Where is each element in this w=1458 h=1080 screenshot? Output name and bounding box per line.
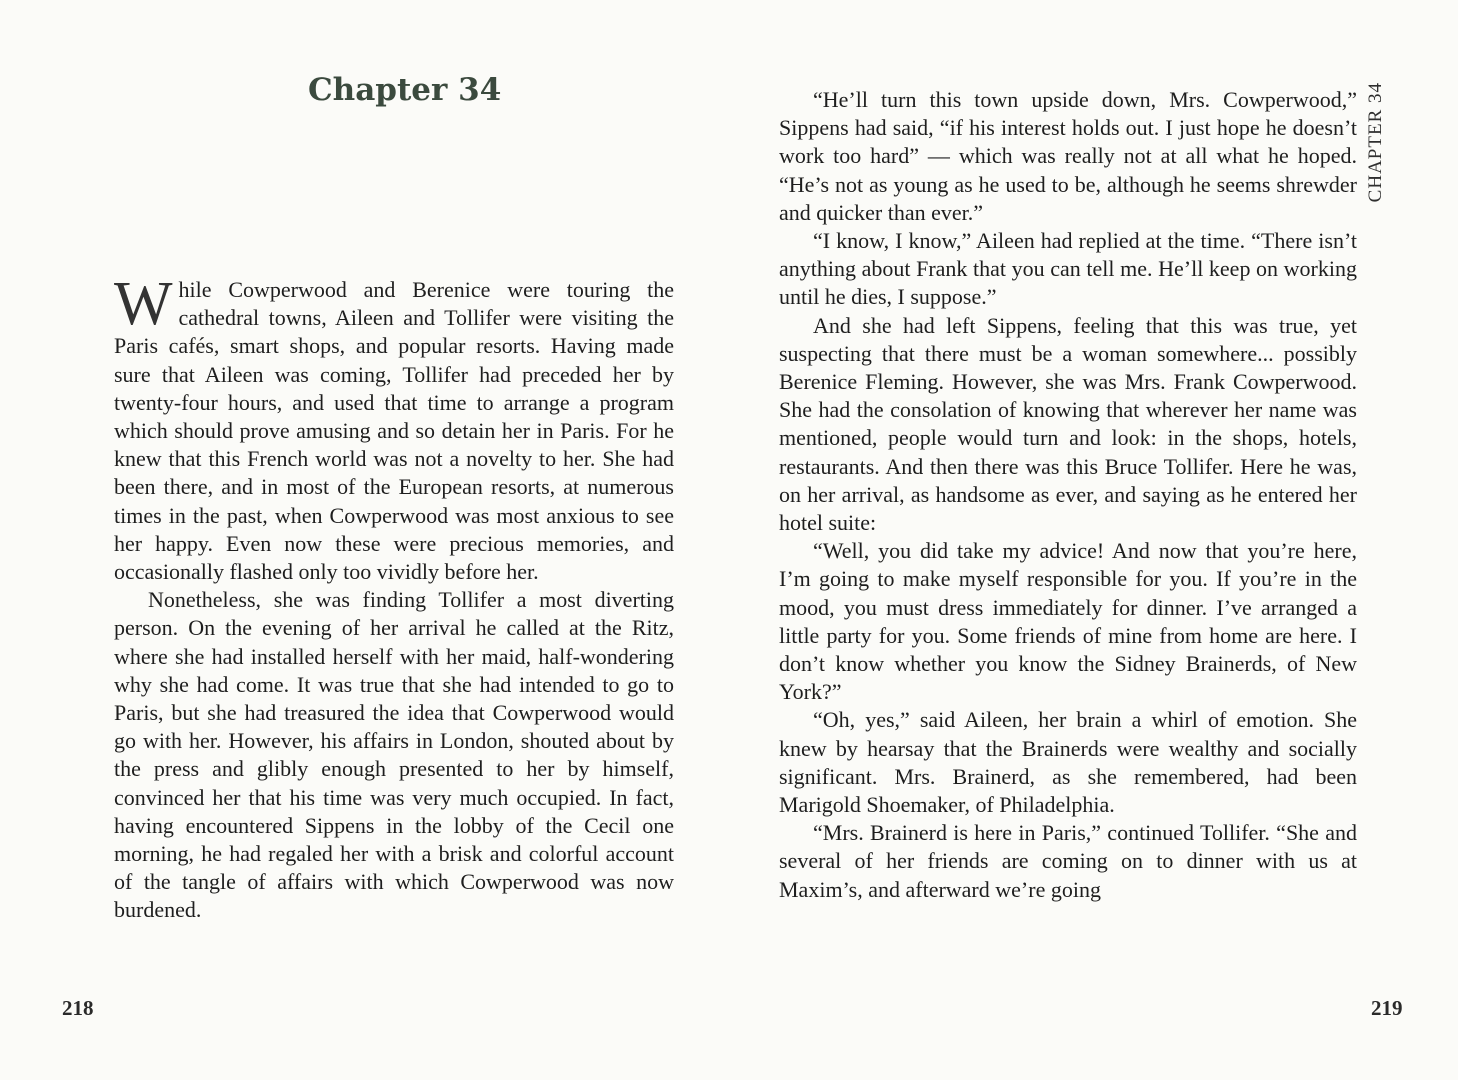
paragraph: “I know, I know,” Aileen had replied at the time. “There isn’t anything about Frank that you can tell me. He’ll keep on working until he dies, I suppose.” [779,228,1357,310]
running-head: CHAPTER 34 [1365,82,1386,203]
paragraph-1 [114,270,674,586]
paragraph: “He’ll turn this town upside down, Mrs. Cowperwood,” Sippens had said, “if his interest holds out. I just hope he doesn’t work too hard” — which was really not at all what he hoped. “He’s not as young as he used to be, although he seems shrewder and quicker than ever.” [779,87,1357,225]
paragraph: And she had left Sippens, feeling that this was true, yet suspecting that there must be a woman somewhere... possibly Berenice Fleming. However, she was Mrs. Frank Cowperwood. She had the consolation of knowing that wherever her name was mentioned, people would turn and look: in the shops, hotels, restaurants. And then there was this Bruce Tollifer. Here he was, on her arrival, as handsome as ever, and saying as he entered her hotel suite: [779,312,1357,536]
right-page [729,0,1458,1080]
drop-cap: W [114,270,173,338]
paragraph: “Oh, yes,” said Aileen, her brain a whirl of emotion. She knew by hearsay that the Brainerds were wealthy and socially significant. Mrs. Brainerd, as she remembered, had been Marigold Shoemaker, of Philadelphia. [779,707,1357,818]
left-page-text [114,270,674,925]
paragraph: “Well, you did take my advice! And now that you’re here, I’m going to make myself responsible for you. If you’re in the mood, you must dress immediately for dinner. I’ve arranged a little party for you. Some friends of mine from home are here. I don’t know whether you know the Sidney Brainerds, of New York?” [779,538,1357,705]
paragraph: “Mrs. Brainerd is here in Paris,” continued Tollifer. “She and several of her friends are coming on to dinner with us at Maxim’s, and afterward we’re going [779,820,1357,902]
chapter-title: Chapter 34 [308,72,502,108]
page-number-right: 219 [1371,996,1403,1020]
paragraph-2: Nonetheless, she was finding Tollifer a most diverting person. On the evening of her arrival he called at the Ritz, where she had installed herself with her maid, half-wondering why she had come. It was true that she had intended to go to Paris, but she had treasured the idea that Cowperwood would go with her. However, his affairs in London, shouted about by the press and glibly enough presented to her by himself, convinced her that his time was very much occupied. In fact, having encountered Sippens in the lobby of the Cecil one morning, he had regaled her with a brisk and colorful account of the tangle of affairs with which Cowperwood was now burdened. [114,587,674,923]
right-page-text [779,86,1357,904]
page-number-left: 218 [62,996,94,1020]
paragraph-1-text: hile Cowperwood and Berenice were touring the cathedral towns, Aileen and Tollifer were visiting the Paris cafés, smart shops, and popular resorts. Having made sure that Aileen was coming, Tollifer had preceded her by twenty-four hours, and used that time to arrange a program which should prove amusing and so detain her in Paris. For he knew that this French world was not a novelty to her. She had been there, and in most of the European resorts, at numerous times in the past, when Cowperwood was most anxious to see her happy. Even now these were precious memories, and occasionally flashed only too vividly before her. [114,277,674,585]
